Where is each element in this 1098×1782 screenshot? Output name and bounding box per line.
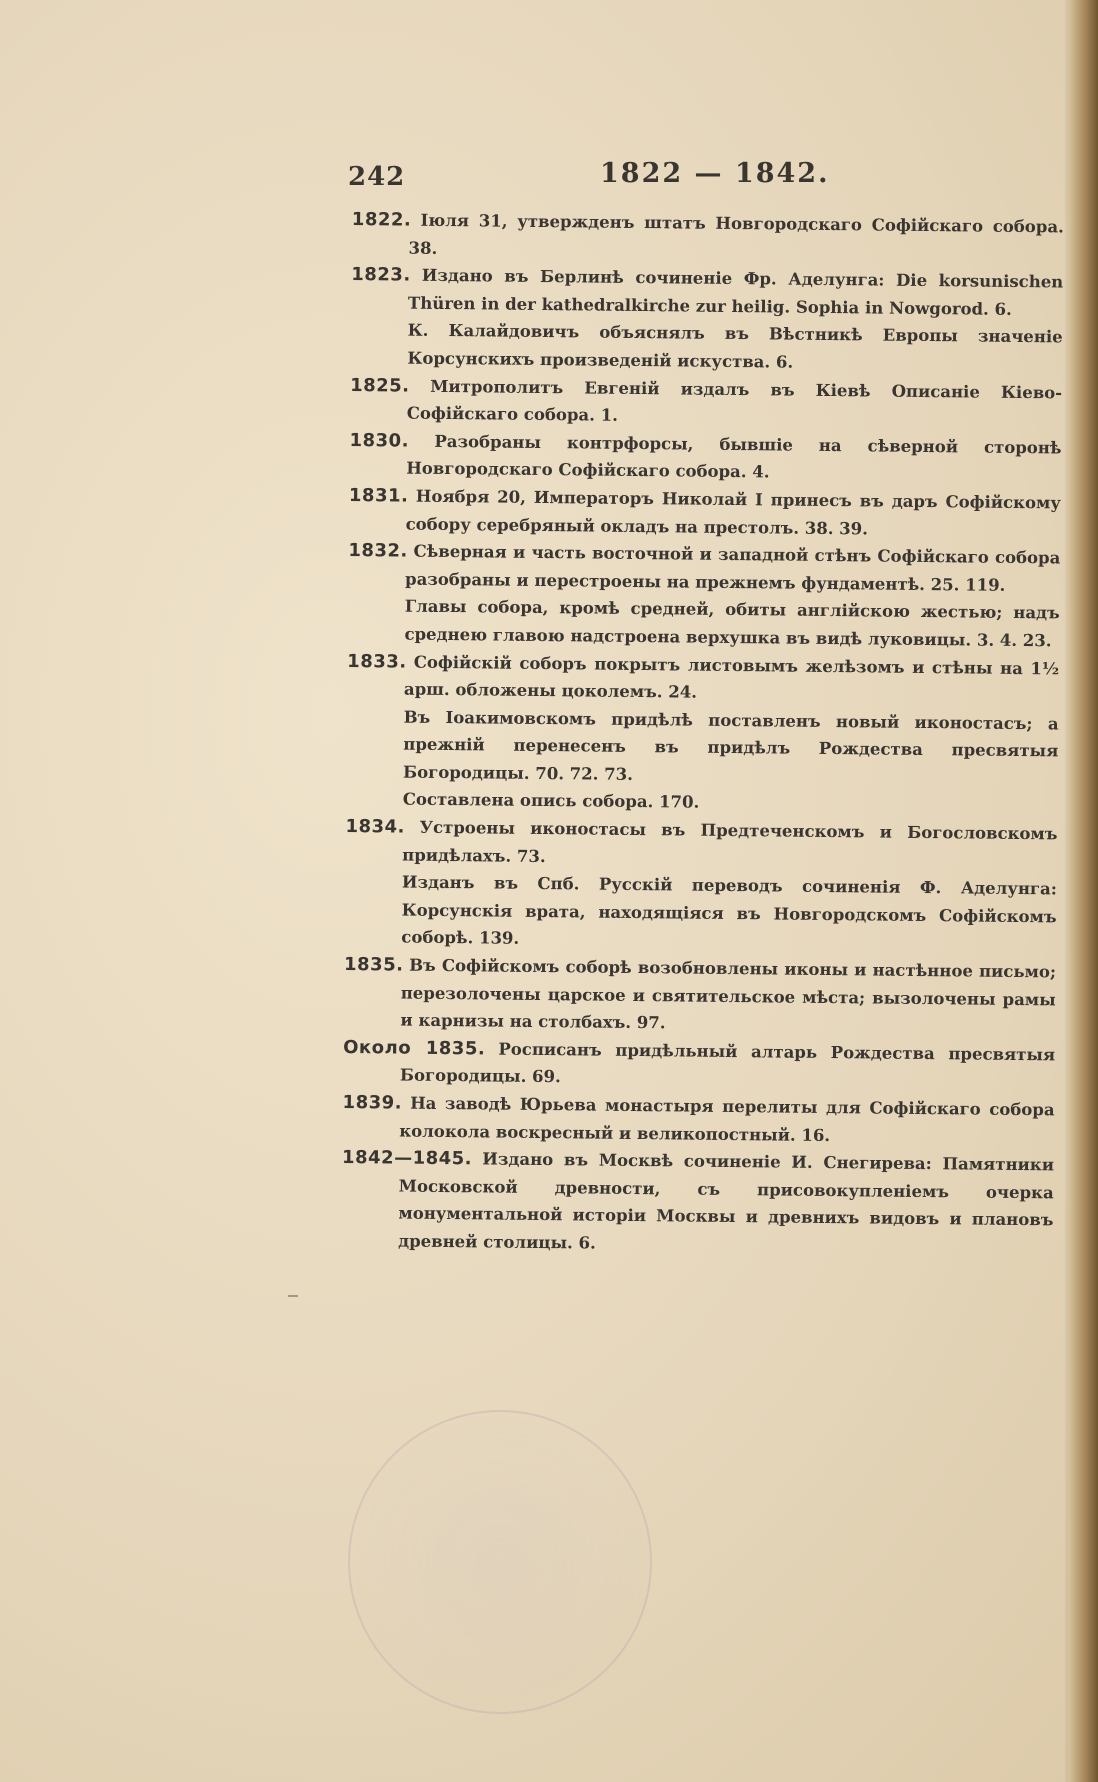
chronology-entry-1825 bbox=[350, 372, 1063, 435]
chronology-entry-1832 bbox=[348, 537, 1061, 600]
entry-year: 1834. bbox=[345, 816, 406, 838]
entry-year: Около 1835. bbox=[343, 1036, 486, 1060]
entry-text: Разобраны контрфорсы, бывшіе на сѣверной сторонѣ Новгородскаго Софійскаго собора. 4. bbox=[406, 431, 1062, 482]
entry-text: Въ Софійскомъ соборѣ возобновлены иконы и настѣнное письмо; перезолочены царское и святительское мѣста; вызолочены рамы и карнизы на столбахъ. 97. bbox=[400, 955, 1057, 1033]
entry-year: 1835. bbox=[343, 953, 404, 976]
entry-text: Іюля 31, утвержденъ штатъ Новгородскаго Софійскаго собора. 38. bbox=[408, 210, 1064, 258]
chronology-entry-1823 bbox=[351, 261, 1064, 324]
chronology-subentry: К. Калайдовичъ объяснялъ въ Вѣстникѣ Европы значеніе Корсунскихъ произведеній искуства. 6. bbox=[407, 320, 1063, 372]
entry-text: Издано въ Берлинѣ сочиненіе Фр. Аделунга: Die korsunischen Thüren in der kathedralkirche zur heilig. Sophia in Nowgorod. 6. bbox=[407, 265, 1064, 319]
chronology-entry-1831 bbox=[349, 482, 1062, 545]
entry-text: Митрополитъ Евгеній издалъ въ Кіевѣ Описаніе Кіево-Софійскаго собора. 1. bbox=[406, 376, 1063, 425]
chronology-entry-1835 bbox=[343, 951, 1056, 1041]
chronology-entry-1833 bbox=[347, 647, 1060, 710]
chronology-entry-1839 bbox=[342, 1089, 1055, 1152]
chronology-subentry: Главы собора, кромѣ средней, обиты англійскою жестью; надъ среднею главою надстроена верхушка въ видѣ луковицы. 3. 4. 23. bbox=[404, 596, 1060, 651]
chronology-entry-1834 bbox=[345, 813, 1058, 876]
entry-year: 1832. bbox=[348, 540, 408, 562]
entry-year: 1833. bbox=[347, 650, 407, 673]
chronology-entry-circa-1835 bbox=[343, 1034, 1056, 1097]
entry-year: 1822. bbox=[351, 208, 412, 231]
page-number: 242 bbox=[348, 162, 406, 192]
running-head: 1822 — 1842. bbox=[600, 158, 830, 189]
chronology-subentry: Составлена опись собора. 170. bbox=[402, 790, 700, 813]
chronology-subentry: Въ Іоакимовскомъ придѣлѣ поставленъ новый иконостасъ; а прежній перенесенъ въ придѣлъ Рождества пресвятыя Богородицы. 70. 72. 73. bbox=[402, 707, 1059, 784]
margin-mark bbox=[288, 1295, 298, 1297]
entry-year: 1831. bbox=[348, 484, 409, 507]
chronology-entry-1830 bbox=[349, 427, 1062, 490]
chronology-list bbox=[341, 206, 1064, 1262]
page-header bbox=[348, 152, 1068, 192]
chronology-entry-1822 bbox=[351, 206, 1064, 269]
entry-year: 1842—1845. bbox=[341, 1147, 473, 1170]
entry-text: Ноября 20, Императоръ Николай I принесъ въ даръ Софійскому собору серебряный окладъ на престолъ. 38. 39. bbox=[405, 486, 1062, 538]
page-edge bbox=[1068, 0, 1098, 1782]
entry-text: Росписанъ придѣльный алтарь Рождества пресвятыя Богородицы. 69. bbox=[399, 1039, 1056, 1087]
entry-text: Издано въ Москвѣ сочиненіе И. Снегирева: Памятники Московской древности, съ присовокупленіемъ очерка монументальной исторіи Москвы и древнихъ видовъ и плановъ древней столицы. 6. bbox=[398, 1149, 1055, 1253]
chronology-entry-1842-1845 bbox=[341, 1144, 1054, 1262]
entry-year: 1823. bbox=[351, 264, 411, 286]
entry-text: Сѣверная и часть восточной и западной стѣнъ Софійскаго собора разобраны и перестроены на прежнемъ фундаментѣ. 25. 119. bbox=[404, 541, 1061, 595]
entry-text: Софійскій соборъ покрытъ листовымъ желѣзомъ и стѣны на 1½ арш. обложены цоколемъ. 24. bbox=[403, 652, 1060, 702]
entry-year: 1839. bbox=[342, 1091, 403, 1114]
entry-text: На заводѣ Юрьева монастыря перелиты для Софійскаго собора колокола воскресный и великопостный. 16. bbox=[399, 1093, 1055, 1145]
library-stamp-stain bbox=[348, 1410, 652, 1714]
entry-year: 1830. bbox=[349, 429, 410, 452]
chronology-subentry: Изданъ въ Спб. Русскій переводъ сочиненія Ф. Аделунга: Корсунскія врата, находящіяся въ Новгородскомъ Софійскомъ соборѣ. 139. bbox=[401, 872, 1057, 949]
entry-text: Устроены иконостасы въ Предтеченскомъ и Богословскомъ придѣлахъ. 73. bbox=[402, 817, 1058, 866]
entry-year: 1825. bbox=[350, 374, 410, 397]
